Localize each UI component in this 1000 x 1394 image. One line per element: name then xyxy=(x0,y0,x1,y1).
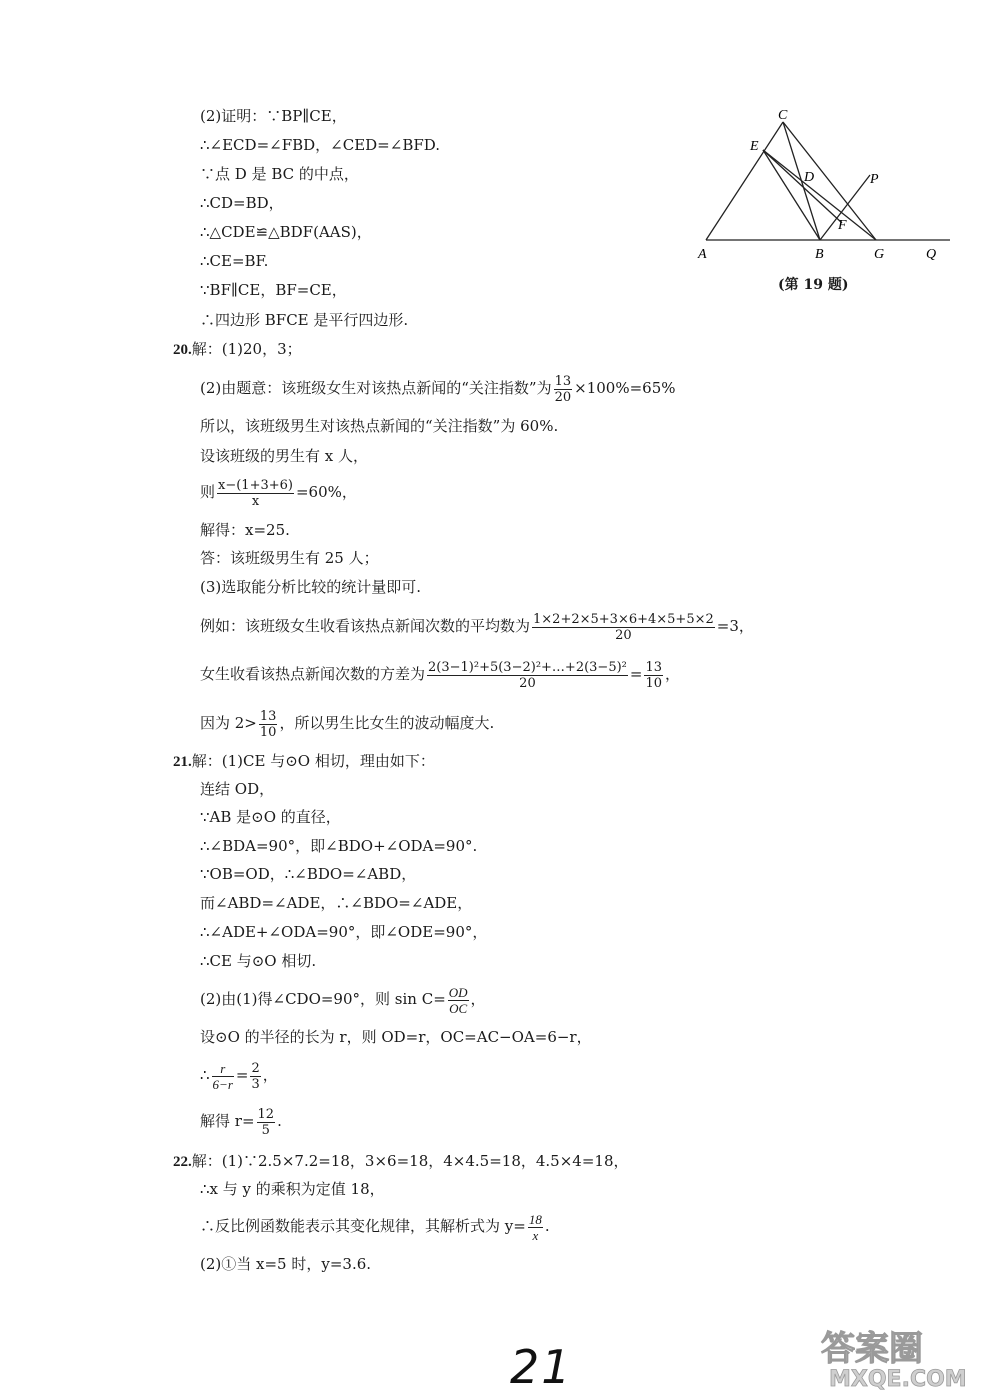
equals: = xyxy=(235,1066,249,1084)
numerator: 12 xyxy=(257,1106,275,1122)
q20-line-10-text: 女生收看该热点新闻次数的方差为 xyxy=(200,665,426,683)
q21-line-9 xyxy=(200,981,486,1017)
numerator: OD xyxy=(448,984,468,1000)
q19-line-1: (2)证明：∵BP∥CE， xyxy=(200,107,347,125)
numerator: 2 xyxy=(251,1060,260,1076)
label-C: C xyxy=(778,108,788,123)
q20-line-11-text: 因为 2> xyxy=(200,714,257,732)
label-F: F xyxy=(838,218,847,233)
denominator: 10 xyxy=(259,724,277,740)
q20-line-1: 解：(1)20，3； xyxy=(191,340,302,358)
q22-line-4: (2)①当 x=5 时，y=3.6. xyxy=(200,1255,372,1273)
denominator: x xyxy=(251,493,260,509)
q22-line-3-text: ∴反比例函数能表示其变化规律，其解析式为 y= xyxy=(200,1217,526,1235)
q22-number: 22. xyxy=(173,1154,192,1170)
q20-line-11-tail: ，所以男生比女生的波动幅度大. xyxy=(279,714,495,732)
fraction xyxy=(257,1107,276,1138)
fraction xyxy=(528,1212,543,1243)
fraction xyxy=(644,660,663,691)
q20-line-10-tail: ， xyxy=(665,665,681,683)
q21-line-4: ∴∠BDA=90°，即∠BDO+∠ODA=90°. xyxy=(200,837,478,855)
q21-number: 21. xyxy=(173,754,192,770)
fraction xyxy=(427,660,628,691)
q21-line-3: ∵AB 是⊙O 的直径， xyxy=(200,808,341,826)
numerator: x−(1+3+6) xyxy=(218,477,293,493)
q20-line-2-tail: ×100%=65% xyxy=(574,379,676,397)
numerator: 13 xyxy=(554,373,572,389)
geometry-figure xyxy=(690,105,960,270)
q21-line-12-tail: . xyxy=(277,1112,282,1130)
q20-line-11 xyxy=(200,705,494,741)
q21-line-1: 解：(1)CE 与⊙O 相切，理由如下： xyxy=(191,752,435,770)
equals: = xyxy=(629,665,643,683)
q20-line-7: 答：该班级男生有 25 人； xyxy=(200,549,379,567)
watermark-text-cn: 答案圈 xyxy=(821,1329,923,1369)
fraction xyxy=(212,1061,234,1092)
q20-line-6: 解得：x=25. xyxy=(200,521,290,539)
denominator: 10 xyxy=(645,675,662,691)
q20-line-3: 所以，该班级男生对该热点新闻的“关注指数”为 60%. xyxy=(200,417,559,435)
label-B: B xyxy=(815,247,824,262)
watermark-logo xyxy=(815,1322,995,1390)
denominator: 6−r xyxy=(212,1076,233,1092)
label-D: D xyxy=(804,170,815,185)
q22-line-1: 解：(1)∵2.5×7.2=18，3×6=18，4×4.5=18，4.5×4=18， xyxy=(191,1152,629,1170)
q21-line-8: ∴CE 与⊙O 相切. xyxy=(200,952,317,970)
q19-line-5: ∴△CDE≌△BDF(AAS)， xyxy=(200,223,372,241)
label-G: G xyxy=(874,247,885,262)
q20-line-10 xyxy=(200,656,680,692)
q19-line-7: ∵BF∥CE，BF=CE， xyxy=(200,281,347,299)
denominator: 3 xyxy=(251,1076,260,1092)
q20-line-9-text: 例如：该班级女生收看该热点新闻次数的平均数为 xyxy=(200,617,531,635)
fraction xyxy=(250,1061,260,1092)
denominator: OC xyxy=(449,1000,468,1016)
q21-line-11-tail: ， xyxy=(262,1066,278,1084)
numerator: 13 xyxy=(259,708,277,724)
q19-line-3: ∵点 D 是 BC 的中点， xyxy=(200,165,359,183)
q20-line-9-tail: =3， xyxy=(716,617,754,635)
q19-line-6: ∴CE=BF. xyxy=(200,252,269,270)
q20-number: 20. xyxy=(173,342,192,358)
q20-line-5 xyxy=(200,474,357,510)
q22-line-3-tail: . xyxy=(544,1217,550,1235)
q21-block-start xyxy=(173,751,435,772)
q20-line-4: 设该班级的男生有 x 人， xyxy=(200,447,368,465)
q21-line-11 xyxy=(200,1057,278,1093)
q22-line-3 xyxy=(200,1208,550,1244)
q20-line-5-tail: =60%， xyxy=(295,483,357,501)
q20-line-8: (3)选取能分析比较的统计量即可. xyxy=(200,578,422,596)
watermark-text-url: MXQE.COM xyxy=(829,1367,967,1390)
denominator: 5 xyxy=(261,1122,270,1138)
numerator: 1×2+2×5+3×6+4×5+5×2 xyxy=(533,611,714,627)
q19-line-8: ∴四边形 BFCE 是平行四边形. xyxy=(200,311,409,329)
numerator: r xyxy=(212,1061,234,1077)
q21-line-9-text: (2)由(1)得∠CDO=90°，则 sin C= xyxy=(200,990,446,1008)
fraction xyxy=(448,985,469,1016)
q22-block-start xyxy=(173,1151,629,1172)
q20-block-start xyxy=(173,339,302,360)
q21-line-2: 连结 OD， xyxy=(200,780,275,798)
label-Q: Q xyxy=(926,247,937,262)
denominator: 20 xyxy=(554,389,572,405)
q20-line-5-text: 则 xyxy=(200,483,216,501)
q20-line-9 xyxy=(200,608,754,644)
fraction xyxy=(554,374,573,405)
q21-line-12-text: 解得 r= xyxy=(200,1112,255,1130)
fraction xyxy=(217,478,294,509)
q21-line-11-text: ∴ xyxy=(200,1066,210,1084)
denominator: 20 xyxy=(615,627,632,643)
fraction xyxy=(532,612,715,643)
label-P: P xyxy=(870,172,879,187)
numerator: 13 xyxy=(645,659,662,675)
numerator: 2(3−1)²+5(3−2)²+…+2(3−5)² xyxy=(428,659,627,675)
denominator: x xyxy=(532,1227,539,1243)
label-A: A xyxy=(698,247,707,262)
q21-line-5: ∵OB=OD，∴∠BDO=∠ABD， xyxy=(200,865,417,883)
q20-line-2-text: (2)由题意：该班级女生对该热点新闻的“关注指数”为 xyxy=(200,379,552,397)
denominator: 20 xyxy=(519,675,536,691)
q21-line-9-tail: ， xyxy=(470,990,486,1008)
q20-line-2 xyxy=(200,370,676,406)
q19-line-4: ∴CD=BD， xyxy=(200,194,284,212)
q22-line-2: ∴x 与 y 的乘积为定值 18， xyxy=(200,1180,385,1198)
figure-caption: (第 19 题) xyxy=(778,277,849,293)
fraction xyxy=(259,709,278,740)
q21-line-12 xyxy=(200,1103,282,1139)
q21-line-10: 设⊙O 的半径的长为 r，则 OD=r，OC=AC−OA=6−r， xyxy=(200,1028,592,1046)
q19-line-2: ∴∠ECD=∠FBD，∠CED=∠BFD. xyxy=(200,136,441,154)
label-E: E xyxy=(750,139,759,154)
numerator: 18 xyxy=(528,1211,542,1227)
q21-line-7: ∴∠ADE+∠ODA=90°，即∠ODE=90°， xyxy=(200,923,488,941)
handwritten-page-number: 21 xyxy=(510,1340,573,1394)
q21-line-6: 而∠ABD=∠ADE，∴∠BDO=∠ADE， xyxy=(200,894,473,912)
